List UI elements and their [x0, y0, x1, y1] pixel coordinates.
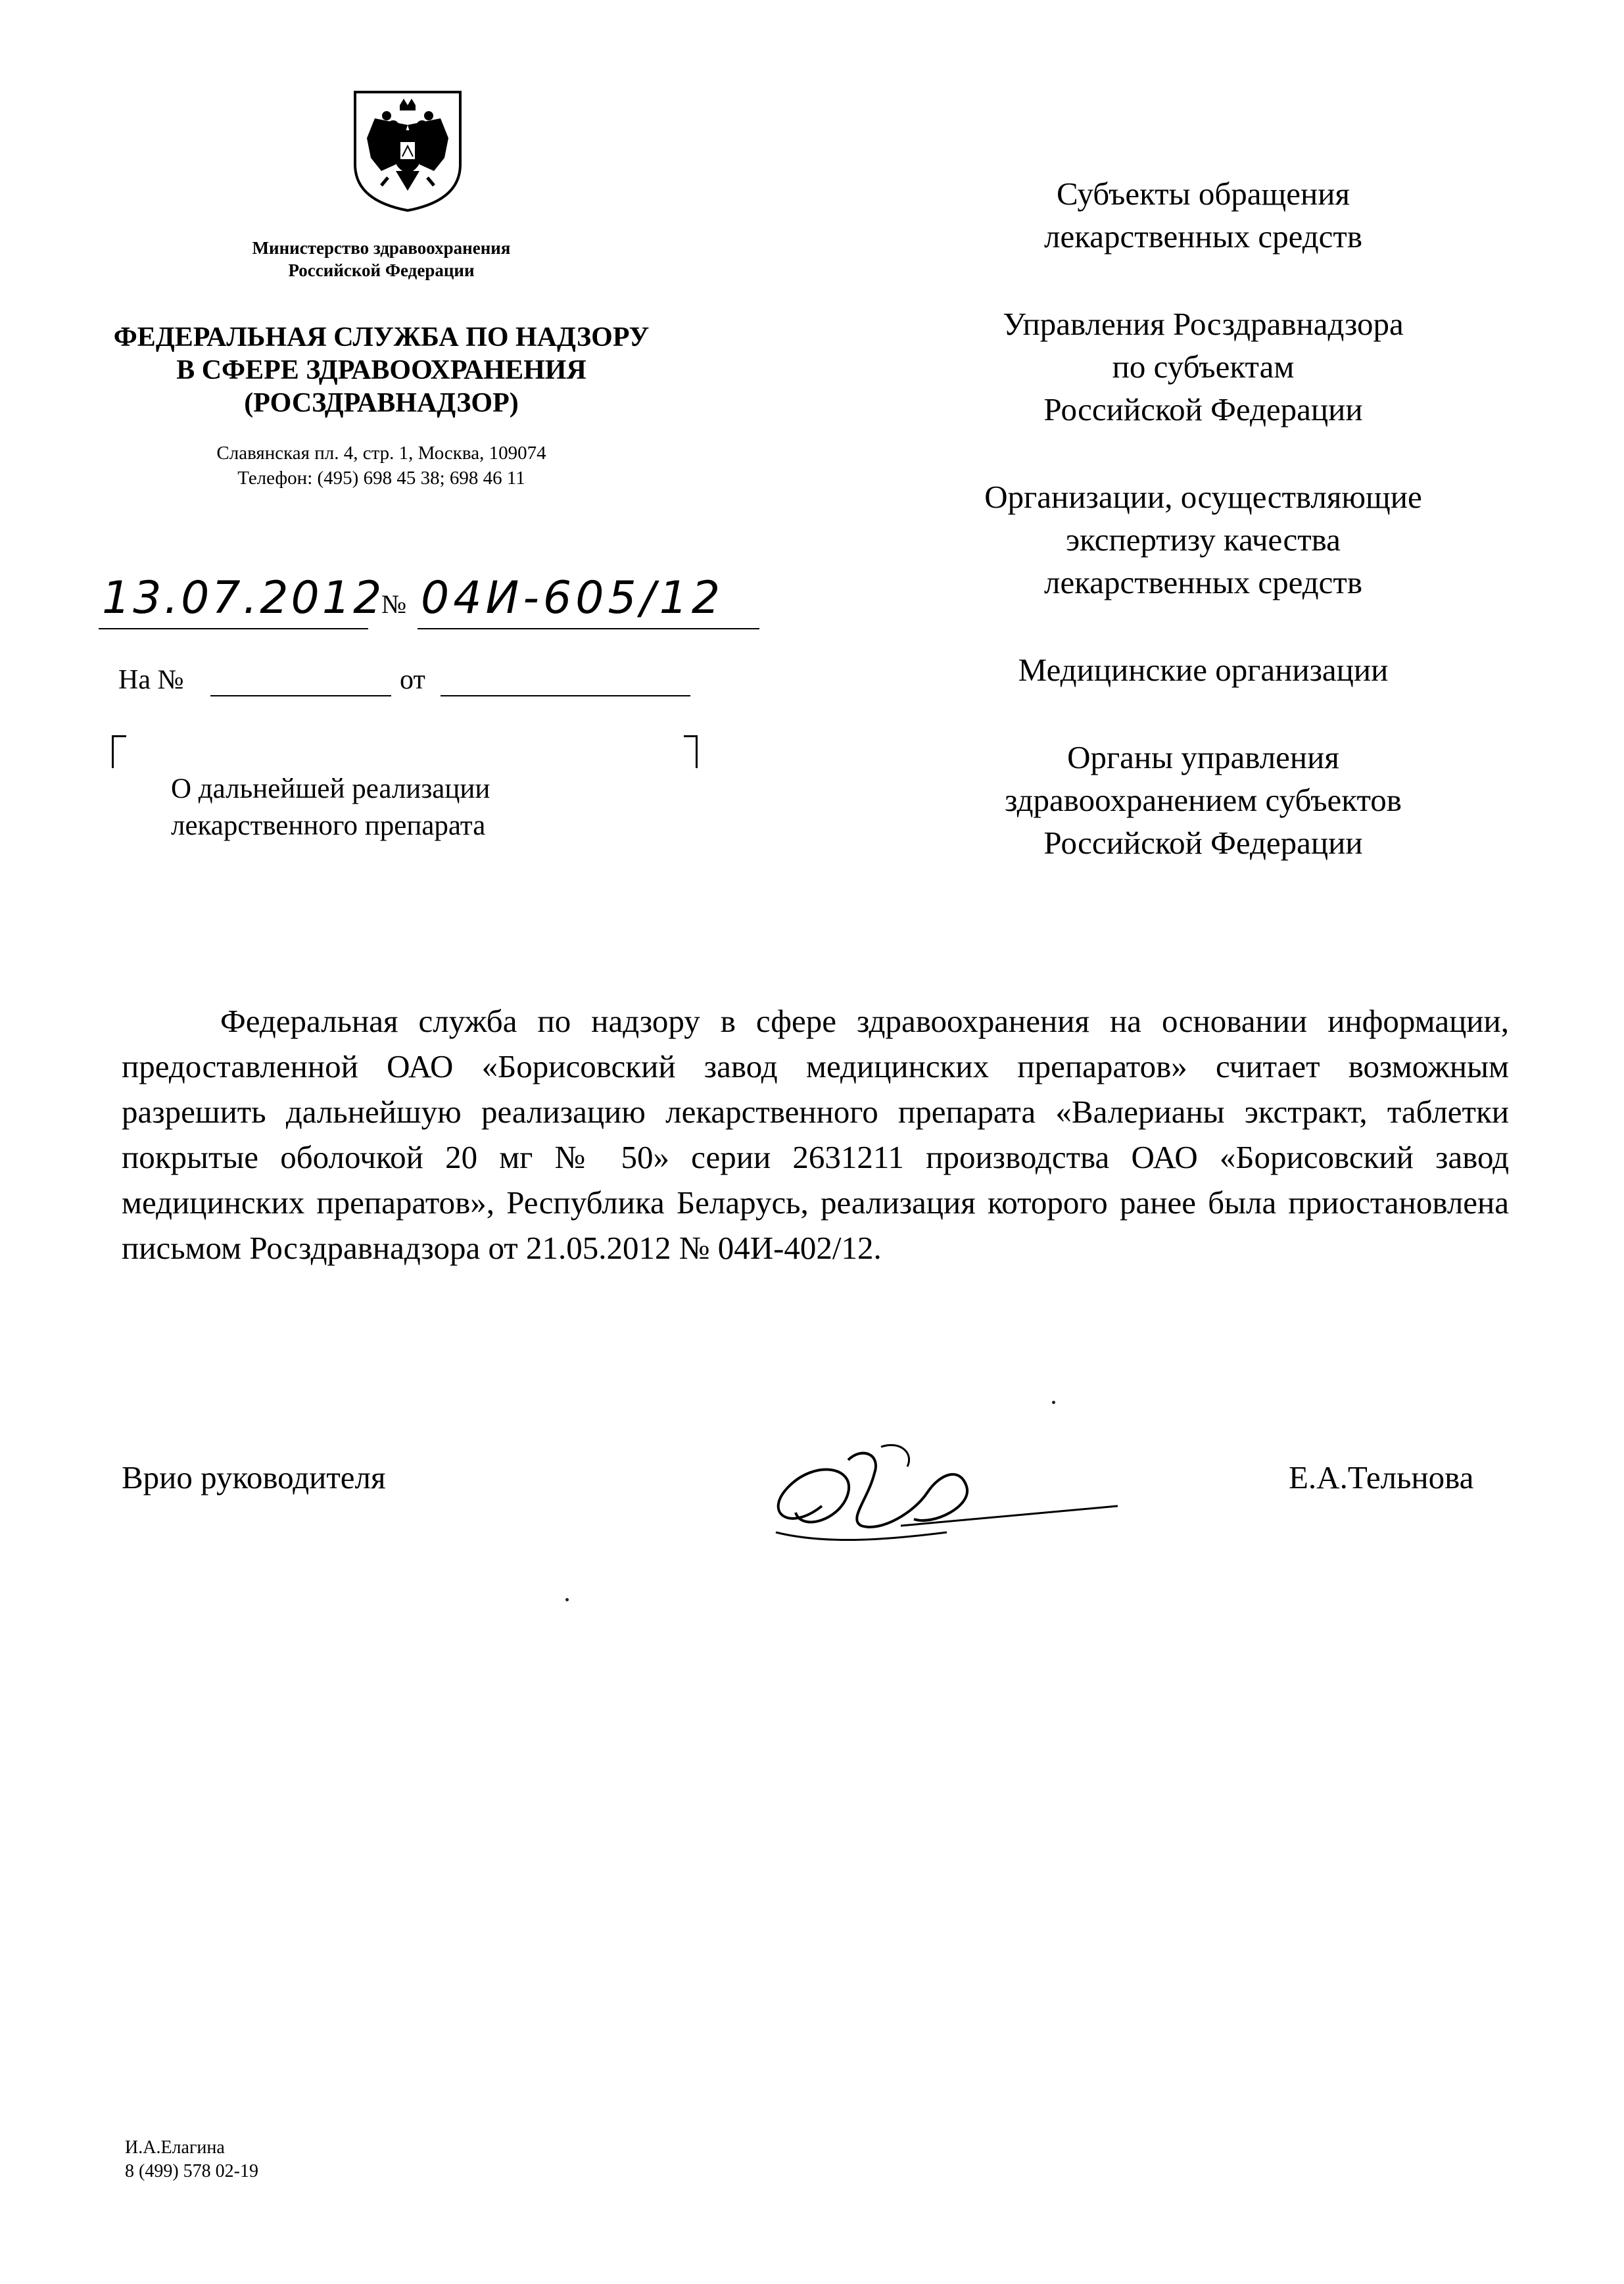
registration-number-sign: №: [381, 589, 407, 619]
sender-contacts: [92, 441, 671, 491]
addressee-line: по субъектам: [1112, 349, 1295, 385]
reply-from-label: от: [400, 665, 425, 695]
reply-reference-row: [118, 664, 184, 696]
signatory-title: Врио руководителя: [122, 1459, 386, 1495]
addressee-line: лекарственных средств: [1044, 218, 1362, 255]
signatory-name: Е.А.Тельнова: [1289, 1459, 1474, 1495]
registration-date: 13.07.2012: [102, 572, 385, 624]
addressee-line: Управления Росздравнадзора: [1003, 306, 1404, 342]
sender-phone: Телефон: (495) 698 45 38; 698 46 11: [237, 468, 525, 489]
addressee-line: здравоохранением субъектов: [1005, 782, 1402, 818]
addressee-line: Органы управления: [1067, 739, 1339, 775]
service-name-line: (РОСЗДРАВНАДЗОР): [244, 388, 519, 418]
reply-date-line: [441, 695, 690, 696]
addressee-line: экспертизу качества: [1066, 522, 1341, 558]
bracket-right-vertical: [696, 735, 698, 768]
addressee-line: Российской Федерации: [1043, 825, 1363, 861]
letter-body: Федеральная служба по надзору в сфере здравоохранения на основании информации, предоставленной ОАО «Борисовский завод медицинских препаратов» считает возможным разрешить дальнейшую реализацию лекарственного препарата «Валерианы экстракт, таблетки покрытые оболочкой 20 мг № 50» серии 2631211 производства ОАО «Борисовский завод медицинских препаратов», Республика Беларусь, реализация которого ранее была приостановлена письмом Росздравнадзора от 21.05.2012 № 04И-402/12.: [122, 1003, 1509, 1266]
ministry-line: Министерство здравоохранения: [252, 238, 511, 258]
date-underline: [99, 628, 368, 629]
addressee-group: [868, 648, 1539, 691]
executor-info: [125, 2136, 258, 2183]
service-name-line: В СФЕРЕ ЗДРАВООХРАНЕНИЯ: [176, 355, 586, 385]
executor-name: И.А.Елагина: [125, 2137, 225, 2158]
addressee-line: Российской Федерации: [1043, 391, 1363, 427]
subject-line: лекарственного препарата: [171, 810, 486, 841]
addressee-line: лекарственных средств: [1044, 564, 1362, 600]
service-name: [72, 321, 690, 420]
service-name-line: ФЕДЕРАЛЬНАЯ СЛУЖБА ПО НАДЗОРУ: [113, 322, 650, 352]
addressee-group: [868, 475, 1539, 604]
addressee-line: Организации, осуществляющие: [984, 479, 1422, 515]
number-underline: [418, 628, 759, 629]
coat-of-arms-emblem: [348, 85, 467, 214]
scan-speck: [565, 1598, 569, 1601]
bracket-left-horizontal: [112, 735, 126, 737]
bracket-left-vertical: [112, 735, 114, 768]
addressees-block: [868, 172, 1539, 909]
ministry-name: [118, 237, 644, 281]
reply-number-line: [210, 695, 391, 696]
addressee-line: Субъекты обращения: [1056, 176, 1350, 212]
letter-subject: [171, 771, 631, 844]
executor-phone: 8 (499) 578 02-19: [125, 2161, 258, 2181]
sender-address: Славянская пл. 4, стр. 1, Москва, 109074: [216, 443, 546, 464]
subject-line: О дальнейшей реализации: [171, 773, 490, 804]
addressee-line: Медицинские организации: [1018, 652, 1389, 688]
reply-number-label: На №: [118, 665, 184, 695]
ministry-line: Российской Федерации: [288, 260, 475, 280]
handwritten-signature: [750, 1434, 1124, 1552]
bracket-right-horizontal: [684, 735, 698, 737]
addressee-group: [868, 736, 1539, 864]
scan-speck: [1052, 1401, 1055, 1404]
addressee-group: [868, 172, 1539, 258]
addressee-group: [868, 303, 1539, 431]
registration-number: 04И-605/12: [421, 572, 725, 624]
